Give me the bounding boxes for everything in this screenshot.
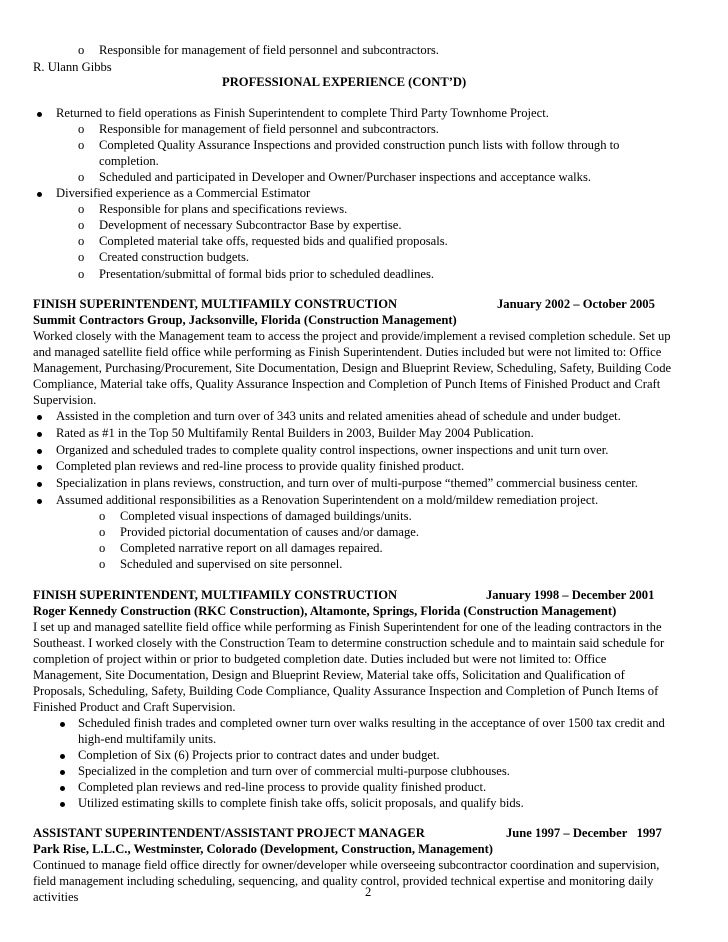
job-description: completion of project within or prior to budgeted completion date. Duties included but were not limited to: Office [33, 652, 607, 666]
company-name: Summit Contractors Group, Jacksonville, Florida (Construction Management) [33, 313, 457, 327]
list-item: Completed plan reviews and red-line process to provide quality finished product. [56, 459, 465, 473]
job-dates: January 2002 – October 2005 [497, 297, 655, 311]
company-name: Park Rise, L.L.C., Westminster, Colorado (Development, Construction, Management) [33, 842, 493, 856]
sub-bullet: o [78, 170, 85, 184]
job-description: Continued to manage field office directly for owner/developer while overseeing subcontractor coordination and supervision, [33, 858, 660, 872]
author-name: R. Ulann Gibbs [33, 60, 112, 74]
bullet-icon [37, 449, 42, 454]
job-title: FINISH SUPERINTENDENT, MULTIFAMILY CONSTRUCTION [33, 588, 398, 602]
job-description: Worked closely with the Management team to access the project and provide/implement a revised completion schedule. Set up [33, 329, 671, 343]
list-item: Assisted in the completion and turn over of 343 units and related amenities ahead of schedule and under budget. [56, 409, 621, 423]
job-description: activities [33, 890, 79, 904]
sub-bullet: o [78, 43, 85, 57]
sub-bullet: o [78, 234, 85, 248]
sub-bullet: o [78, 138, 85, 152]
bullet-icon [60, 722, 65, 727]
list-item: Completed visual inspections of damaged buildings/units. [120, 509, 412, 523]
list-item: Development of necessary Subcontractor Base by expertise. [99, 218, 402, 232]
list-item: Completed narrative report on all damages repaired. [120, 541, 383, 555]
list-item: Completed material take offs, requested bids and qualified proposals. [99, 234, 448, 248]
list-item: Scheduled and supervised on site personnel. [120, 557, 343, 571]
job-description: Management, Site Documentation, Design and Blueprint Review, Material take offs, Solicitation and Qualification of [33, 668, 625, 682]
job-title: FINISH SUPERINTENDENT, MULTIFAMILY CONSTRUCTION [33, 297, 398, 311]
bullet-icon [60, 802, 65, 807]
list-item: Completed plan reviews and red-line process to provide quality finished product. [78, 780, 487, 794]
job-description: I set up and managed satellite field office while performing as Finish Superintendent for one of the leading contractors in the [33, 620, 662, 634]
bullet-icon [37, 432, 42, 437]
bullet-icon [37, 482, 42, 487]
list-item: completion. [99, 154, 159, 168]
sub-bullet: o [78, 218, 85, 232]
job-title: ASSISTANT SUPERINTENDENT/ASSISTANT PROJECT MANAGER [33, 826, 425, 840]
list-item: Utilized estimating skills to complete finish take offs, solicit proposals, and qualify bids. [78, 796, 524, 810]
job-description: and managed satellite field office while performing as Finish Superintendent. Duties included but were not limited to: Office [33, 345, 662, 359]
job-description: Finished Product and Craft Supervision. [33, 700, 236, 714]
bullet-icon [37, 112, 42, 117]
bullet-icon [60, 770, 65, 775]
job-description: Southeast. I worked closely with the Construction Team to determine construction schedule and to maintain said schedule for [33, 636, 665, 650]
list-item: Responsible for plans and specifications reviews. [99, 202, 348, 216]
list-item: Scheduled finish trades and completed owner turn over walks resulting in the acceptance of over 1500 tax credit and [78, 716, 665, 730]
job-description: Management, Purchasing/Procurement, Site Documentation, Design and Blueprint Review, Scheduling, Safety, Building Code [33, 361, 672, 375]
list-item: high-end multifamily units. [78, 732, 217, 746]
sub-bullet: o [99, 525, 106, 539]
list-item: Specialization in plans reviews, construction, and turn over of multi-purpose “themed” commercial business center. [56, 476, 638, 490]
list-item: Organized and scheduled trades to complete quality control inspections, owner inspections and unit turn over. [56, 443, 609, 457]
bullet-icon [37, 192, 42, 197]
sub-bullet: o [78, 267, 85, 281]
job-description: Proposals, Scheduling, Safety, Building Code Compliance, Quality Assurance Inspection and Completion of Punch Items of [33, 684, 659, 698]
bullet-icon [60, 786, 65, 791]
bullet-icon [60, 754, 65, 759]
section-title: PROFESSIONAL EXPERIENCE (CONT’D) [222, 75, 467, 89]
list-item: Completed Quality Assurance Inspections and provided construction punch lists with follow through to [99, 138, 620, 152]
page-number: 2 [365, 885, 372, 899]
list-item: Responsible for management of field personnel and subcontractors. [99, 122, 439, 136]
sub-bullet: o [78, 202, 85, 216]
sub-bullet: o [99, 557, 106, 571]
job-description: Compliance, Material take offs, Quality Assurance Inspection and Completion of Punch Items of Finished Product and Craft [33, 377, 661, 391]
company-name: Roger Kennedy Construction (RKC Construction), Altamonte, Springs, Florida (Construction Management) [33, 604, 617, 618]
sub-bullet: o [78, 250, 85, 264]
job-dates: June 1997 – December 1997 [506, 826, 662, 840]
list-item: Scheduled and participated in Developer and Owner/Purchaser inspections and acceptance walks. [99, 170, 592, 184]
list-item: Rated as #1 in the Top 50 Multifamily Rental Builders in 2003, Builder May 2004 Publication. [56, 426, 534, 440]
list-item: Created construction budgets. [99, 250, 250, 264]
list-item: Presentation/submittal of formal bids prior to scheduled deadlines. [99, 267, 435, 281]
list-item: Responsible for management of field personnel and subcontractors. [99, 43, 439, 57]
bullet-icon [37, 465, 42, 470]
job-description: Supervision. [33, 393, 97, 407]
list-item: Specialized in the completion and turn over of commercial multi-purpose clubhouses. [78, 764, 510, 778]
list-item: Returned to field operations as Finish Superintendent to complete Third Party Townhome Project. [56, 106, 549, 120]
sub-bullet: o [99, 509, 106, 523]
sub-bullet: o [78, 122, 85, 136]
bullet-icon [37, 415, 42, 420]
list-item: Diversified experience as a Commercial Estimator [56, 186, 311, 200]
list-item: Completion of Six (6) Projects prior to contract dates and under budget. [78, 748, 440, 762]
list-item: Assumed additional responsibilities as a Renovation Superintendent on a mold/mildew remediation project. [56, 493, 599, 507]
bullet-icon [37, 499, 42, 504]
job-dates: January 1998 – December 2001 [486, 588, 655, 602]
sub-bullet: o [99, 541, 106, 555]
list-item: Provided pictorial documentation of causes and/or damage. [120, 525, 420, 539]
job-description: field management including scheduling, sequencing, and quality control, provided technical expertise and monitoring daily [33, 874, 654, 888]
